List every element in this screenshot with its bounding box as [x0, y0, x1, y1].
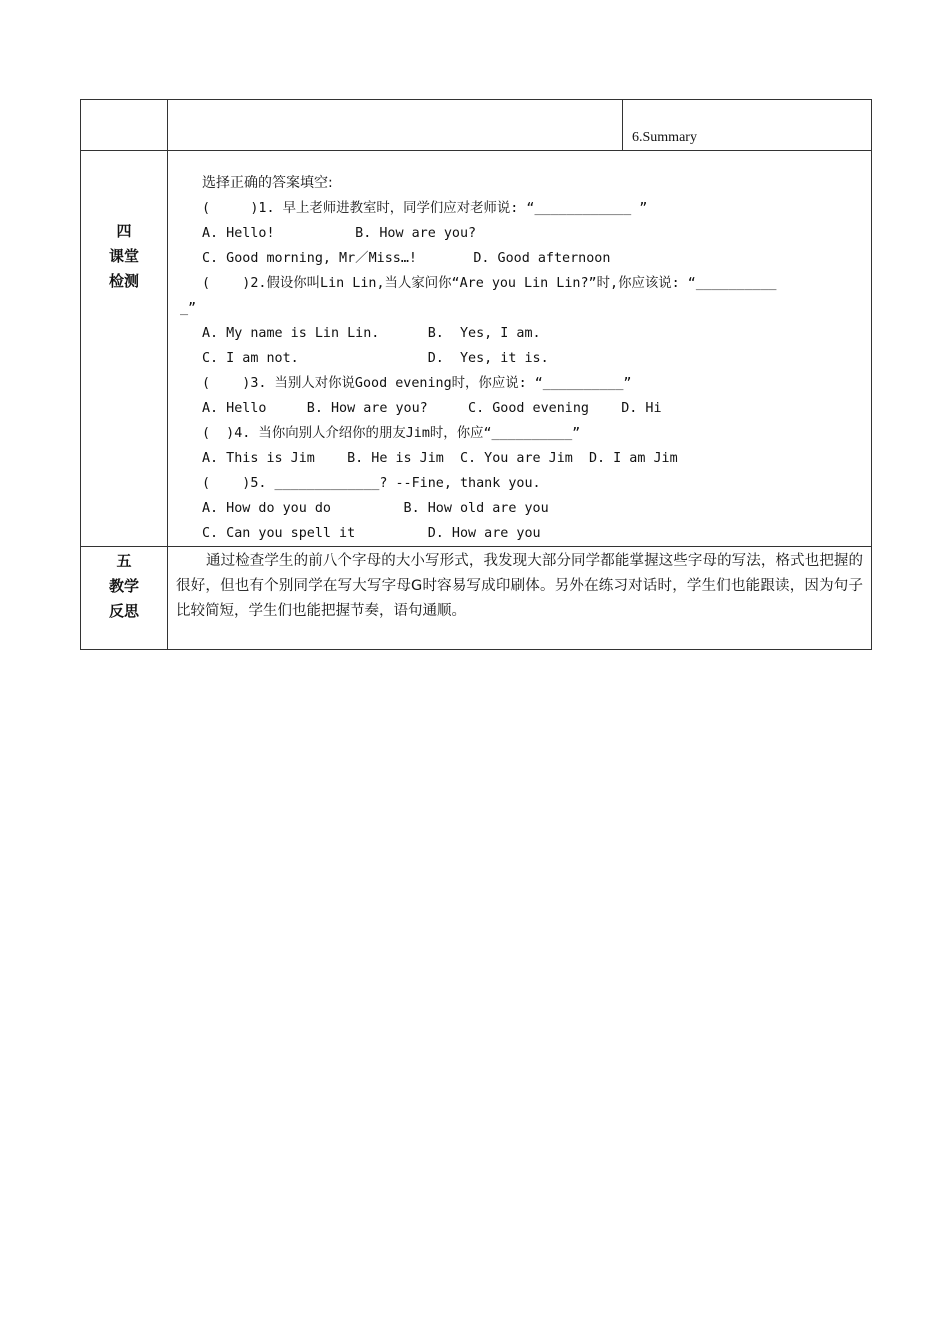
label-line: 教学	[108, 577, 139, 595]
quiz-line: ( )3. 当别人对你说Good evening时，你应说: “__________”	[202, 376, 632, 391]
quiz-cell	[168, 151, 872, 547]
reflection-cell	[168, 547, 872, 650]
section-label-classroom-test	[81, 151, 167, 294]
section-label-cell	[81, 547, 168, 650]
quiz-line: ( )4. 当你向别人介绍你的朋友Jim时，你应“__________”	[202, 426, 581, 441]
section-label-cell	[81, 151, 168, 547]
label-line: 课堂	[108, 247, 139, 265]
label-line: 四	[116, 222, 132, 240]
lesson-plan-table	[80, 99, 872, 650]
content-cell-empty	[168, 100, 623, 151]
label-cell-empty	[81, 100, 168, 151]
summary-text: 6.Summary	[632, 130, 697, 145]
label-line: 检测	[108, 272, 139, 290]
quiz-instruction: 选择正确的答案填空:	[202, 175, 333, 191]
table-row	[81, 151, 872, 547]
section-label-teaching-reflection	[81, 547, 167, 624]
table-row	[81, 100, 872, 151]
quiz-line: ( )2.假设你叫Lin Lin,当人家问你“Are you Lin Lin?”时,你应该说: “__________	[202, 276, 777, 291]
quiz-line: A. This is Jim B. He is Jim C. You are Jim D. I am Jim	[202, 451, 678, 466]
quiz-line: C. I am not. D. Yes, it is.	[202, 351, 549, 366]
quiz-content	[168, 151, 871, 546]
quiz-line: A. Hello B. How are you? C. Good evening D. Hi	[202, 401, 662, 416]
quiz-line: ( )1. 早上老师进教室时，同学们应对老师说: “____________ ”	[202, 201, 648, 216]
quiz-line: A. My name is Lin Lin. B. Yes, I am.	[202, 326, 541, 341]
quiz-line: A. How do you do B. How old are you	[202, 501, 549, 516]
summary-cell	[623, 100, 872, 151]
quiz-line: C. Good morning, Mr／Miss…! D. Good afternoon	[202, 251, 611, 266]
quiz-line: A. Hello! B. How are you?	[202, 226, 477, 241]
table-row	[81, 547, 872, 650]
lesson-plan-sheet	[80, 99, 870, 650]
reflection-text: 通过检查学生的前八个字母的大小写形式，我发现大部分同学都能掌握这些字母的写法，格式也把握的很好，但也有个别同学在写大写字母G时容易写成印刷体。另外在练习对话时，学生们也能跟读，因为句子比较简短，学生们也能把握节奏，语句通顺。	[176, 553, 863, 619]
label-line: 五	[116, 552, 132, 570]
quiz-line: _”	[180, 301, 197, 316]
quiz-line: C. Can you spell it D. How are you	[202, 526, 541, 541]
label-line: 反思	[108, 602, 139, 620]
quiz-line: ( )5. _____________? --Fine, thank you.	[202, 476, 541, 491]
